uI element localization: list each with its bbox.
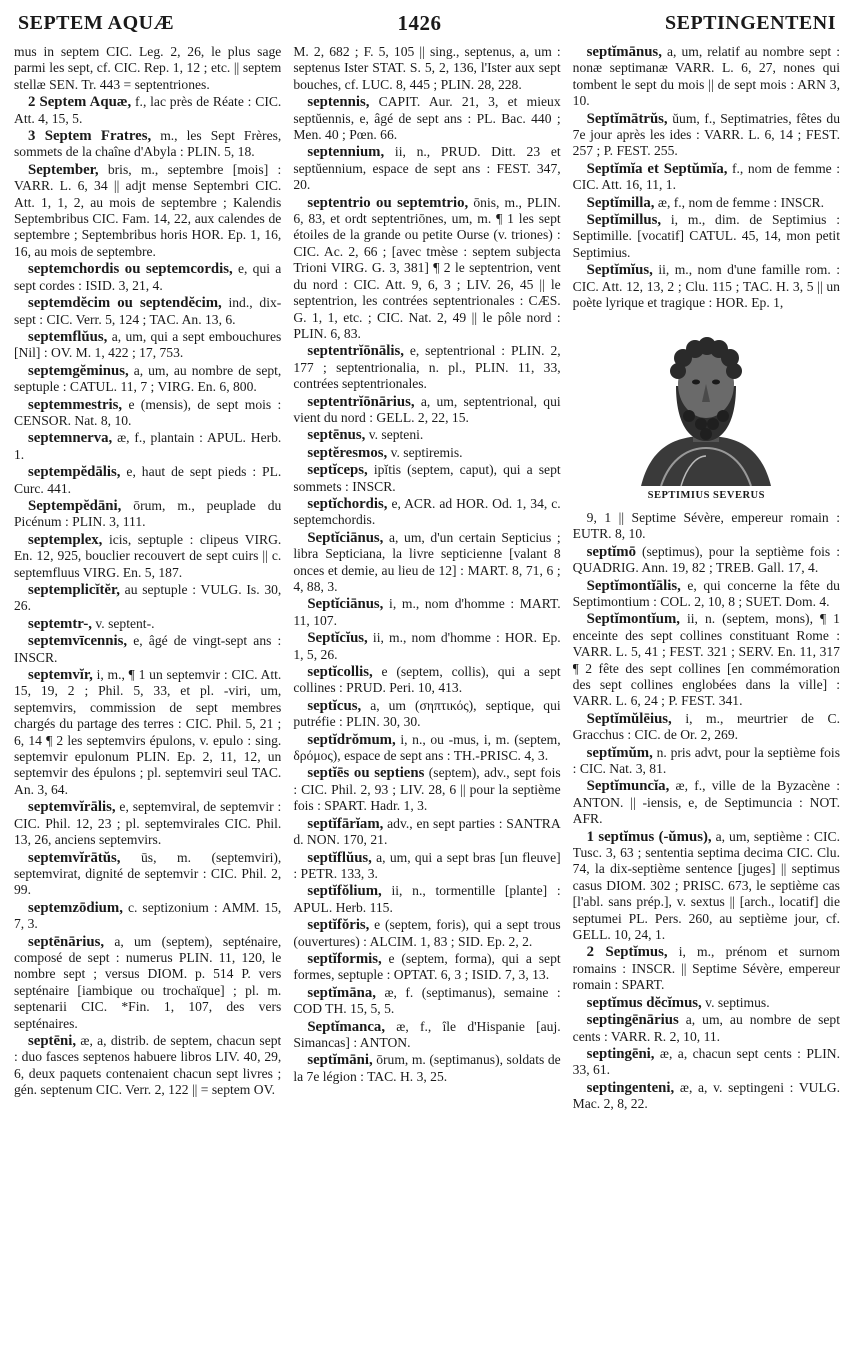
- entry-definition: CAPIT. Aur. 21, 3, et mieux septŭennis, e, âgé de sept ans : PL. Bac. 440 ; Men. 40 ; Pœn. 66.: [293, 94, 561, 143]
- entry-headword: Septĭmātrŭs,: [586, 110, 668, 127]
- entry-definition: i, n., ou -mus, i, m. (septem, δρόμος), espace de sept ans : TH.-PRISC. 4, 3.: [293, 731, 561, 764]
- entry-definition: a, um, au nombre de sept cents : VARR. R. 2, 10, 11.: [572, 1012, 840, 1044]
- entry-definition: c. septizonium : AMM. 15, 7, 3.: [14, 899, 282, 932]
- entry-definition: ōrum, m. (septimanus), soldats de la 7e légion : TAC. H. 3, 25.: [293, 1052, 561, 1084]
- dictionary-entry: [293, 765, 560, 814]
- entry-definition: i, m., prénom et surnom romains : INSCR. || Septime Sévère, empereur romain : SPART.: [572, 944, 840, 993]
- dictionary-entry: [293, 530, 560, 596]
- entry-headword: Septĭciānus,: [307, 529, 384, 546]
- dictionary-entry: [14, 799, 281, 848]
- dictionary-columns: [14, 44, 840, 1340]
- dictionary-entry: [293, 445, 560, 461]
- dictionary-entry: [573, 1012, 840, 1045]
- dictionary-entry: [573, 195, 840, 211]
- entry-headword: septennium,: [307, 144, 385, 161]
- dictionary-entry: [14, 261, 281, 294]
- entry-definition: æ, f., nom de femme : INSCR.: [657, 194, 825, 210]
- entry-headword: septemvĭrālis,: [28, 799, 116, 816]
- dictionary-entry: [293, 1052, 560, 1085]
- dictionary-entry: [573, 611, 840, 709]
- entry-headword: septĭēs ou septiens: [307, 765, 425, 782]
- dictionary-entry: [293, 144, 560, 193]
- entry-definition: v. septimus.: [705, 994, 770, 1010]
- dictionary-entry: [293, 195, 560, 343]
- entry-headword: septemvĭr,: [28, 667, 93, 684]
- entry-definition: æ, f., ville de la Byzacène : ANTON. || -iensis, e, de Septimuncia : NOT. AFR.: [572, 778, 840, 827]
- dictionary-entry: [14, 295, 281, 328]
- entry-definition: a, um, relatif au nombre sept : nonæ septimanæ VARR. L. 6, 27, nones qui tombent le sept du mois || de sept mois : ARN 3, 10.: [572, 44, 840, 109]
- dictionary-entry: [573, 262, 840, 311]
- dictionary-entry: [573, 1080, 840, 1113]
- entry-headword: septemchordis ou septemcordis,: [28, 261, 233, 278]
- entry-definition: æ, f. (septimanus), semaine : COD TH. 15, 5, 5.: [293, 984, 561, 1017]
- dictionary-entry: [14, 582, 281, 615]
- entry-definition: ōrum, m., peuplade du Picénum : PLIN. 3, 111.: [14, 497, 282, 530]
- entry-definition: bris, m., septembre [mois] : VARR. L. 6, 34 || adjt mense Septembri CIC. Att. 1, 1, 2, au mois de septembre ; Kalendis Septembribus CIC. Fam. 14, 22, aux calendes de septembre ; Septembribus horis HOR. Ep. 1, 16, 16, au mois de septembre.: [14, 161, 282, 259]
- dictionary-entry: [573, 829, 840, 944]
- entry-headword: septennis,: [307, 94, 370, 111]
- entry-headword: septĭfārĭam,: [307, 815, 384, 832]
- dictionary-entry: [14, 934, 281, 1032]
- entry-headword: septemdĕcim ou septendĕcim,: [28, 295, 222, 312]
- entry-definition: æ, f., île d'Hispanie [auj. Simancas] : ANTON.: [293, 1018, 561, 1050]
- entry-definition: a, um, septentrional, qui vient du nord : GELL. 2, 22, 15.: [293, 393, 561, 425]
- entry-headword: Septĭmuncĭa,: [586, 778, 670, 795]
- entry-definition: a, um, qui a sept embouchures [Nil] : OV. M. 1, 422 ; 17, 753.: [14, 328, 282, 361]
- dictionary-entry: [293, 1019, 560, 1052]
- bust-portrait-icon: [621, 316, 791, 486]
- entry-definition: a, um, au nombre de sept, septuple : CATUL. 11, 7 ; VIRG. En. 6, 800.: [14, 362, 282, 395]
- entry-definition: ii, m., nom d'une famille rom. : CIC. Att. 12, 13, 2 ; Clu. 115 ; TAC. H. 3, 5 || un poète lyrique et tragique : HOR. Ep. 1,: [572, 262, 840, 311]
- dictionary-entry: [293, 496, 560, 529]
- entry-definition: e (mensis), de sept mois : CENSOR. Nat. 8, 10.: [14, 396, 282, 428]
- entry-definition: f., lac près de Réate : CIC. Att. 4, 15, 5.: [14, 94, 282, 126]
- dictionary-entry: [293, 596, 560, 629]
- entry-definition: a, um (septem), septénaire, composé de sept : numerus PLIN. 11, 120, le nombre sept ; versus DIOM. p. 514 P. vers septénaire [iambique ou trochaïque] ; pl. m. septenarii CIC. *Fin. 1, 107, des vers septénaires.: [14, 933, 282, 1031]
- entry-headword: septĕresmos,: [307, 444, 388, 461]
- dictionary-entry: [573, 161, 840, 194]
- dictionary-entry: [14, 464, 281, 497]
- entry-definition: (septimus), pour la septième fois : QUADRIG. Ann. 19, 82 ; TREB. Gall. 17, 4.: [572, 543, 840, 576]
- entry-definition: icis, septuple : clipeus VIRG. En. 12, 925, bouclier recouvert de sept cuirs || c. septemfluus VIRG. En. 5, 187.: [14, 531, 282, 580]
- entry-definition: i, m., nom d'homme : MART. 11, 107.: [293, 596, 561, 628]
- column-2: [293, 44, 560, 1340]
- entry-definition: (septem), adv., sept fois : CIC. Phil. 2, 93 ; LIV. 28, 6 || pour la septième fois : SPART. Hadr. 1, 3.: [293, 765, 561, 814]
- dictionary-entry: [14, 850, 281, 899]
- entry-headword: Septĭmĭa et Septŭmĭa,: [586, 160, 728, 177]
- dictionary-entry: [293, 44, 560, 93]
- dictionary-entry: [293, 462, 560, 495]
- dictionary-entry: [293, 917, 560, 950]
- dictionary-entry: [573, 778, 840, 827]
- dictionary-entry: [14, 430, 281, 463]
- entry-headword: septĭfŏlium,: [307, 883, 382, 900]
- dictionary-entry: [293, 850, 560, 883]
- dictionary-entry: [293, 883, 560, 916]
- column-3: [573, 44, 840, 1340]
- entry-definition: e (septem, collis), qui a sept collines : PRUD. Peri. 10, 413.: [293, 664, 561, 696]
- entry-definition: e, âgé de vingt-sept ans : INSCR.: [14, 633, 282, 665]
- entry-definition: e, qui a sept cordes : ISID. 3, 21, 4.: [14, 261, 282, 293]
- entry-definition: M. 2, 682 ; F. 5, 105 || sing., septenus, a, um : septenus Ister STAT. S. 5, 2, 136, l'Ister aux sept bouches, cf. LUC. 8, 445 ; PLIN. 28, 228.: [293, 44, 561, 92]
- dictionary-entry: [14, 363, 281, 396]
- entry-headword: 1 septĭmus (-ŭmus),: [586, 828, 712, 845]
- dictionary-entry: [293, 951, 560, 984]
- dictionary-entry: [293, 394, 560, 427]
- entry-definition: 9, 1 || Septime Sévère, empereur romain : EUTR. 8, 10.: [572, 509, 840, 542]
- page-header: [18, 6, 836, 40]
- entry-definition: æ, f., plantain : APUL. Herb. 1.: [14, 430, 282, 462]
- dictionary-entry: [573, 44, 840, 110]
- dictionary-entry: [293, 630, 560, 663]
- entry-headword: Septĭcĭus,: [307, 630, 368, 647]
- dictionary-entry: [293, 427, 560, 443]
- dictionary-entry: [14, 900, 281, 933]
- dictionary-entry: [293, 816, 560, 849]
- entry-headword: Septĭmontĭum,: [586, 611, 680, 628]
- entry-definition: e, septemviral, de septemvir : CIC. Phil. 12, 23 ; pl. septemvirales CIC. Phil. 13, 26, anciens septemvirs.: [14, 799, 282, 848]
- dictionary-entry: [14, 397, 281, 430]
- entry-definition: e (septem, forma), qui a sept formes, septuple : OPTAT. 6, 3 ; ISID. 7, 3, 13.: [293, 950, 561, 983]
- dictionary-entry: [573, 111, 840, 160]
- entry-headword: septēni,: [28, 1032, 77, 1049]
- entry-headword: septemzōdium,: [28, 899, 123, 916]
- entry-headword: septemmestris,: [28, 396, 123, 413]
- entry-definition: a, um, d'un certain Septicius ; libra Septiciana, la livre septicienne [valant 8 onces et demie, au lieu de 12] : MART. 8, 71, 6 ; 4, 88, 3.: [293, 529, 561, 594]
- entry-headword: septĭformis,: [307, 950, 382, 967]
- entry-headword: septĭmō: [586, 543, 636, 560]
- entry-headword: September,: [28, 161, 99, 178]
- entry-headword: Septĭmŭlēius,: [586, 710, 672, 727]
- entry-definition: ii, n. (septem, mons), ¶ 1 enceinte des sept collines constituant Rome : VARR. L. 5, 41 ; FEST. 321 ; SERV. En. 11, 317 ¶ 2 fête des sept collines [en commémoration des sept collines englobées dans la ville] : VARR. L. 6, 24 ; P. FEST. 341.: [572, 611, 840, 709]
- entry-headword: septemvĭrātŭs,: [28, 849, 121, 866]
- dictionary-entry: [573, 212, 840, 261]
- entry-definition: ōnis, m., PLIN. 6, 83, et ordt septentriōnes, um, m. ¶ 1 les sept étoiles de la grande ou petite Ourse (v. triones) : CIC. Ac. 2, 66 ; [avec tmèse : septem subjecta Trioni VIRG. G. 3, 381] ¶ 2 le septentrion, vent du nord : CIC. Att. 9, 6, 3 ; LIV. 26, 45 || le septentrion, les contrées septentrionales : CÆS. G. 1, 1, etc. ; CIC. Nat. 2, 49 || le pôle nord : PLIN. 6, 83.: [293, 194, 561, 341]
- entry-headword: 2 Septem Aquæ,: [28, 94, 132, 111]
- entry-headword: septingenteni,: [586, 1079, 675, 1096]
- entry-definition: i, m., ¶ 1 un septemvir : CIC. Att. 15, 19, 2 ; Phil. 5, 33, et pl. -viri, um, septemvirs, commission de sept membres chargés du partage des terres : CIC. Phil. 5, 21 ; 6, 14 ¶ 2 les septemvirs épulons, v. epulo : sing. septemvir epulonum PLIN. Ep. 2, 11, 12, un septemvir des épulons ; pl. septemviri seul TAC. An. 3, 64.: [14, 667, 282, 797]
- entry-headword: Septĭmillus,: [586, 212, 662, 229]
- entry-definition: ŭum, f., Septimatries, fêtes du 7e jour après les ides : VARR. L. 6, 14 ; FEST. 257 ; P. FEST. 255.: [572, 110, 840, 159]
- entry-headword: septemflŭus,: [28, 328, 108, 345]
- entry-definition: e, ACR. ad HOR. Od. 1, 34, c. septemchordis.: [293, 495, 561, 528]
- entry-headword: Septĭmontĭālis,: [586, 577, 681, 594]
- portrait-figure: [573, 316, 840, 504]
- dictionary-entry: [293, 664, 560, 697]
- dictionary-entry: [14, 532, 281, 581]
- entry-definition: ii, n., tormentille [plante] : APUL. Herb. 115.: [293, 883, 561, 915]
- dictionary-entry: [573, 944, 840, 993]
- entry-definition: n. pris advt, pour la septième fois : CIC. Nat. 3, 81.: [572, 744, 840, 776]
- dictionary-entry: [573, 745, 840, 778]
- dictionary-entry: [14, 498, 281, 531]
- entry-headword: Septĭmanca,: [307, 1018, 386, 1035]
- entry-headword: septingēnārius: [586, 1012, 679, 1029]
- entry-definition: v. septiremis.: [390, 444, 463, 460]
- dictionary-entry: [14, 94, 281, 127]
- entry-headword: septingēni,: [586, 1045, 655, 1062]
- entry-definition: ii, m., nom d'homme : HOR. Ep. 1, 5, 26.: [293, 630, 561, 662]
- entry-headword: septēnārius,: [28, 933, 105, 950]
- header-left-word: SEPTEM AQUÆ: [18, 11, 175, 34]
- entry-definition: f., nom de femme : CIC. Att. 16, 11, 1.: [572, 160, 840, 193]
- entry-headword: septĭchordis,: [307, 495, 388, 512]
- entry-definition: m., les Sept Frères, sommets de la chaîne d'Abyla : PLIN. 5, 18.: [14, 128, 282, 160]
- entry-definition: au septuple : VULG. Is. 30, 26.: [14, 582, 282, 614]
- entry-headword: septĭfŏris,: [307, 917, 370, 934]
- dictionary-entry: [293, 985, 560, 1018]
- dictionary-entry: [573, 578, 840, 611]
- entry-definition: v. septent-.: [95, 615, 155, 631]
- entry-headword: Septĭciānus,: [307, 596, 384, 613]
- dictionary-entry: [573, 995, 840, 1011]
- entry-headword: septĭcollis,: [307, 664, 373, 681]
- entry-headword: septemplex,: [28, 531, 103, 548]
- entry-definition: ūs, m. (septemviri), septemvirat, dignité de septemvir : CIC. Phil. 2, 99.: [14, 849, 282, 898]
- entry-headword: Septĭmĭus,: [586, 262, 653, 279]
- entry-headword: septĭmānus,: [586, 44, 662, 60]
- dictionary-entry: [14, 633, 281, 666]
- entry-headword: septentrio ou septemtrio,: [307, 194, 469, 211]
- entry-headword: septĭceps,: [307, 462, 368, 479]
- entry-definition: v. septeni.: [368, 427, 424, 443]
- entry-headword: septĭcus,: [307, 697, 362, 714]
- entry-headword: 3 Septem Fratres,: [28, 128, 152, 145]
- entry-headword: septemplicĭtĕr,: [28, 582, 120, 598]
- entry-headword: septemtr-,: [28, 615, 92, 632]
- entry-definition: æ, a, v. septingeni : VULG. Mac. 2, 8, 22.: [572, 1079, 840, 1112]
- entry-headword: septemnerva,: [28, 430, 113, 447]
- entry-headword: septemvīcennis,: [28, 633, 128, 650]
- dictionary-entry: [573, 1046, 840, 1079]
- entry-headword: septēnus,: [307, 427, 366, 444]
- dictionary-entry: [14, 616, 281, 632]
- entry-definition: ii, n., PRUD. Ditt. 23 et septŭennium, espace de sept ans : FEST. 347, 20.: [293, 144, 561, 193]
- entry-headword: Septempĕdāni,: [28, 497, 122, 514]
- dictionary-entry: [573, 510, 840, 543]
- dictionary-entry: [14, 1033, 281, 1099]
- entry-definition: i, m., meurtrier de C. Gracchus : CIC. de Or. 2, 269.: [572, 710, 840, 743]
- page-number: 1426: [397, 10, 442, 35]
- dictionary-entry: [573, 711, 840, 744]
- entry-headword: septĭmāni,: [307, 1052, 373, 1069]
- dictionary-entry: [14, 329, 281, 362]
- entry-definition: æ, a, chacun sept cents : PLIN. 33, 61.: [572, 1045, 840, 1078]
- entry-headword: septentrĭōnārius,: [307, 393, 415, 410]
- entry-definition: e, haut de sept pieds : PL. Curc. 441.: [14, 464, 282, 496]
- dictionary-entry: [14, 667, 281, 798]
- entry-headword: septĭmus dĕcĭmus,: [586, 994, 702, 1011]
- header-right-word: SEPTINGENTENI: [664, 11, 836, 34]
- dictionary-entry: [14, 128, 281, 161]
- dictionary-entry: [14, 44, 281, 93]
- entry-definition: a, um, qui a sept bras [un fleuve] : PETR. 133, 3.: [293, 849, 561, 881]
- entry-headword: septĭdrŏmum,: [307, 731, 396, 748]
- dictionary-entry: [14, 162, 281, 260]
- dictionary-entry: [293, 94, 560, 143]
- portrait-caption: SEPTIMIUS SEVERUS: [647, 489, 765, 501]
- entry-headword: septĭmŭm,: [586, 744, 653, 761]
- entry-definition: mus in septem CIC. Leg. 2, 26, le plus sage parmi les sept, cf. CIC. Rep. 1, 12 ; etc. || septem stellæ SEN. Tr. 443 = septentriones.: [14, 44, 282, 92]
- entry-definition: æ, a, distrib. de septem, chacun sept : duo fasces septenos habuere libros LIV. 40, 29, 6, deux paquets contenaient chacun sept livres ; gén. septenum CIC. Verr. 2, 122 || = septem OV.: [14, 1032, 282, 1098]
- dictionary-entry: [293, 343, 560, 392]
- entry-headword: septempĕdālis,: [28, 464, 121, 481]
- entry-definition: adv., en sept parties : SANTRA d. NON. 170, 21.: [293, 815, 561, 848]
- entry-headword: septemgĕminus,: [28, 362, 129, 379]
- entry-headword: septĭmāna,: [307, 984, 376, 1001]
- entry-definition: ind., dix-sept : CIC. Verr. 5, 124 ; TAC. An. 13, 6.: [14, 295, 282, 327]
- dictionary-entry: [293, 698, 560, 731]
- entry-definition: e, qui concerne la fête du Septimontium : COL. 2, 10, 8 ; SUET. Dom. 4.: [572, 577, 840, 609]
- entry-definition: a, um, septième : CIC. Tusc. 3, 63 ; sententia septima decima CIC. Clu. 74, la dix-septième sentence [juges] || septimus casus DIOM. 302 ; PRISC. 673, le septième cas [l'abl. sans prép.], v. sextus || [arch., locatif] die septumei PL. Pers. 260, au septième jour, cf. GELL. 10, 24, 1.: [572, 828, 840, 943]
- entry-definition: a, um (σηπτικός), septique, qui putréfie : PLIN. 30, 30.: [293, 697, 561, 730]
- entry-headword: septentrĭōnālis,: [307, 343, 404, 360]
- dictionary-entry: [293, 732, 560, 765]
- entry-definition: e (septem, foris), qui a sept trous (ouvertures) : ALCIM. 1, 83 ; SID. Ep. 2, 2.: [293, 917, 561, 949]
- dictionary-entry: [573, 544, 840, 577]
- entry-definition: e, septentrional : PLIN. 2, 177 ; septentrionalia, n. pl., PLIN. 11, 33, contrées septentrionales.: [293, 343, 561, 392]
- entry-headword: 2 Septĭmus,: [586, 944, 668, 961]
- entry-headword: septĭflŭus,: [307, 849, 372, 866]
- entry-headword: Septĭmilla,: [586, 194, 655, 211]
- column-1: [14, 44, 281, 1340]
- entry-definition: ipĭtis (septem, caput), qui a sept sommets : INSCR.: [293, 462, 561, 494]
- entry-definition: i, m., dim. de Septimius : Septimille. [vocatif] CATUL. 45, 14, mon petit Septimius.: [572, 212, 840, 260]
